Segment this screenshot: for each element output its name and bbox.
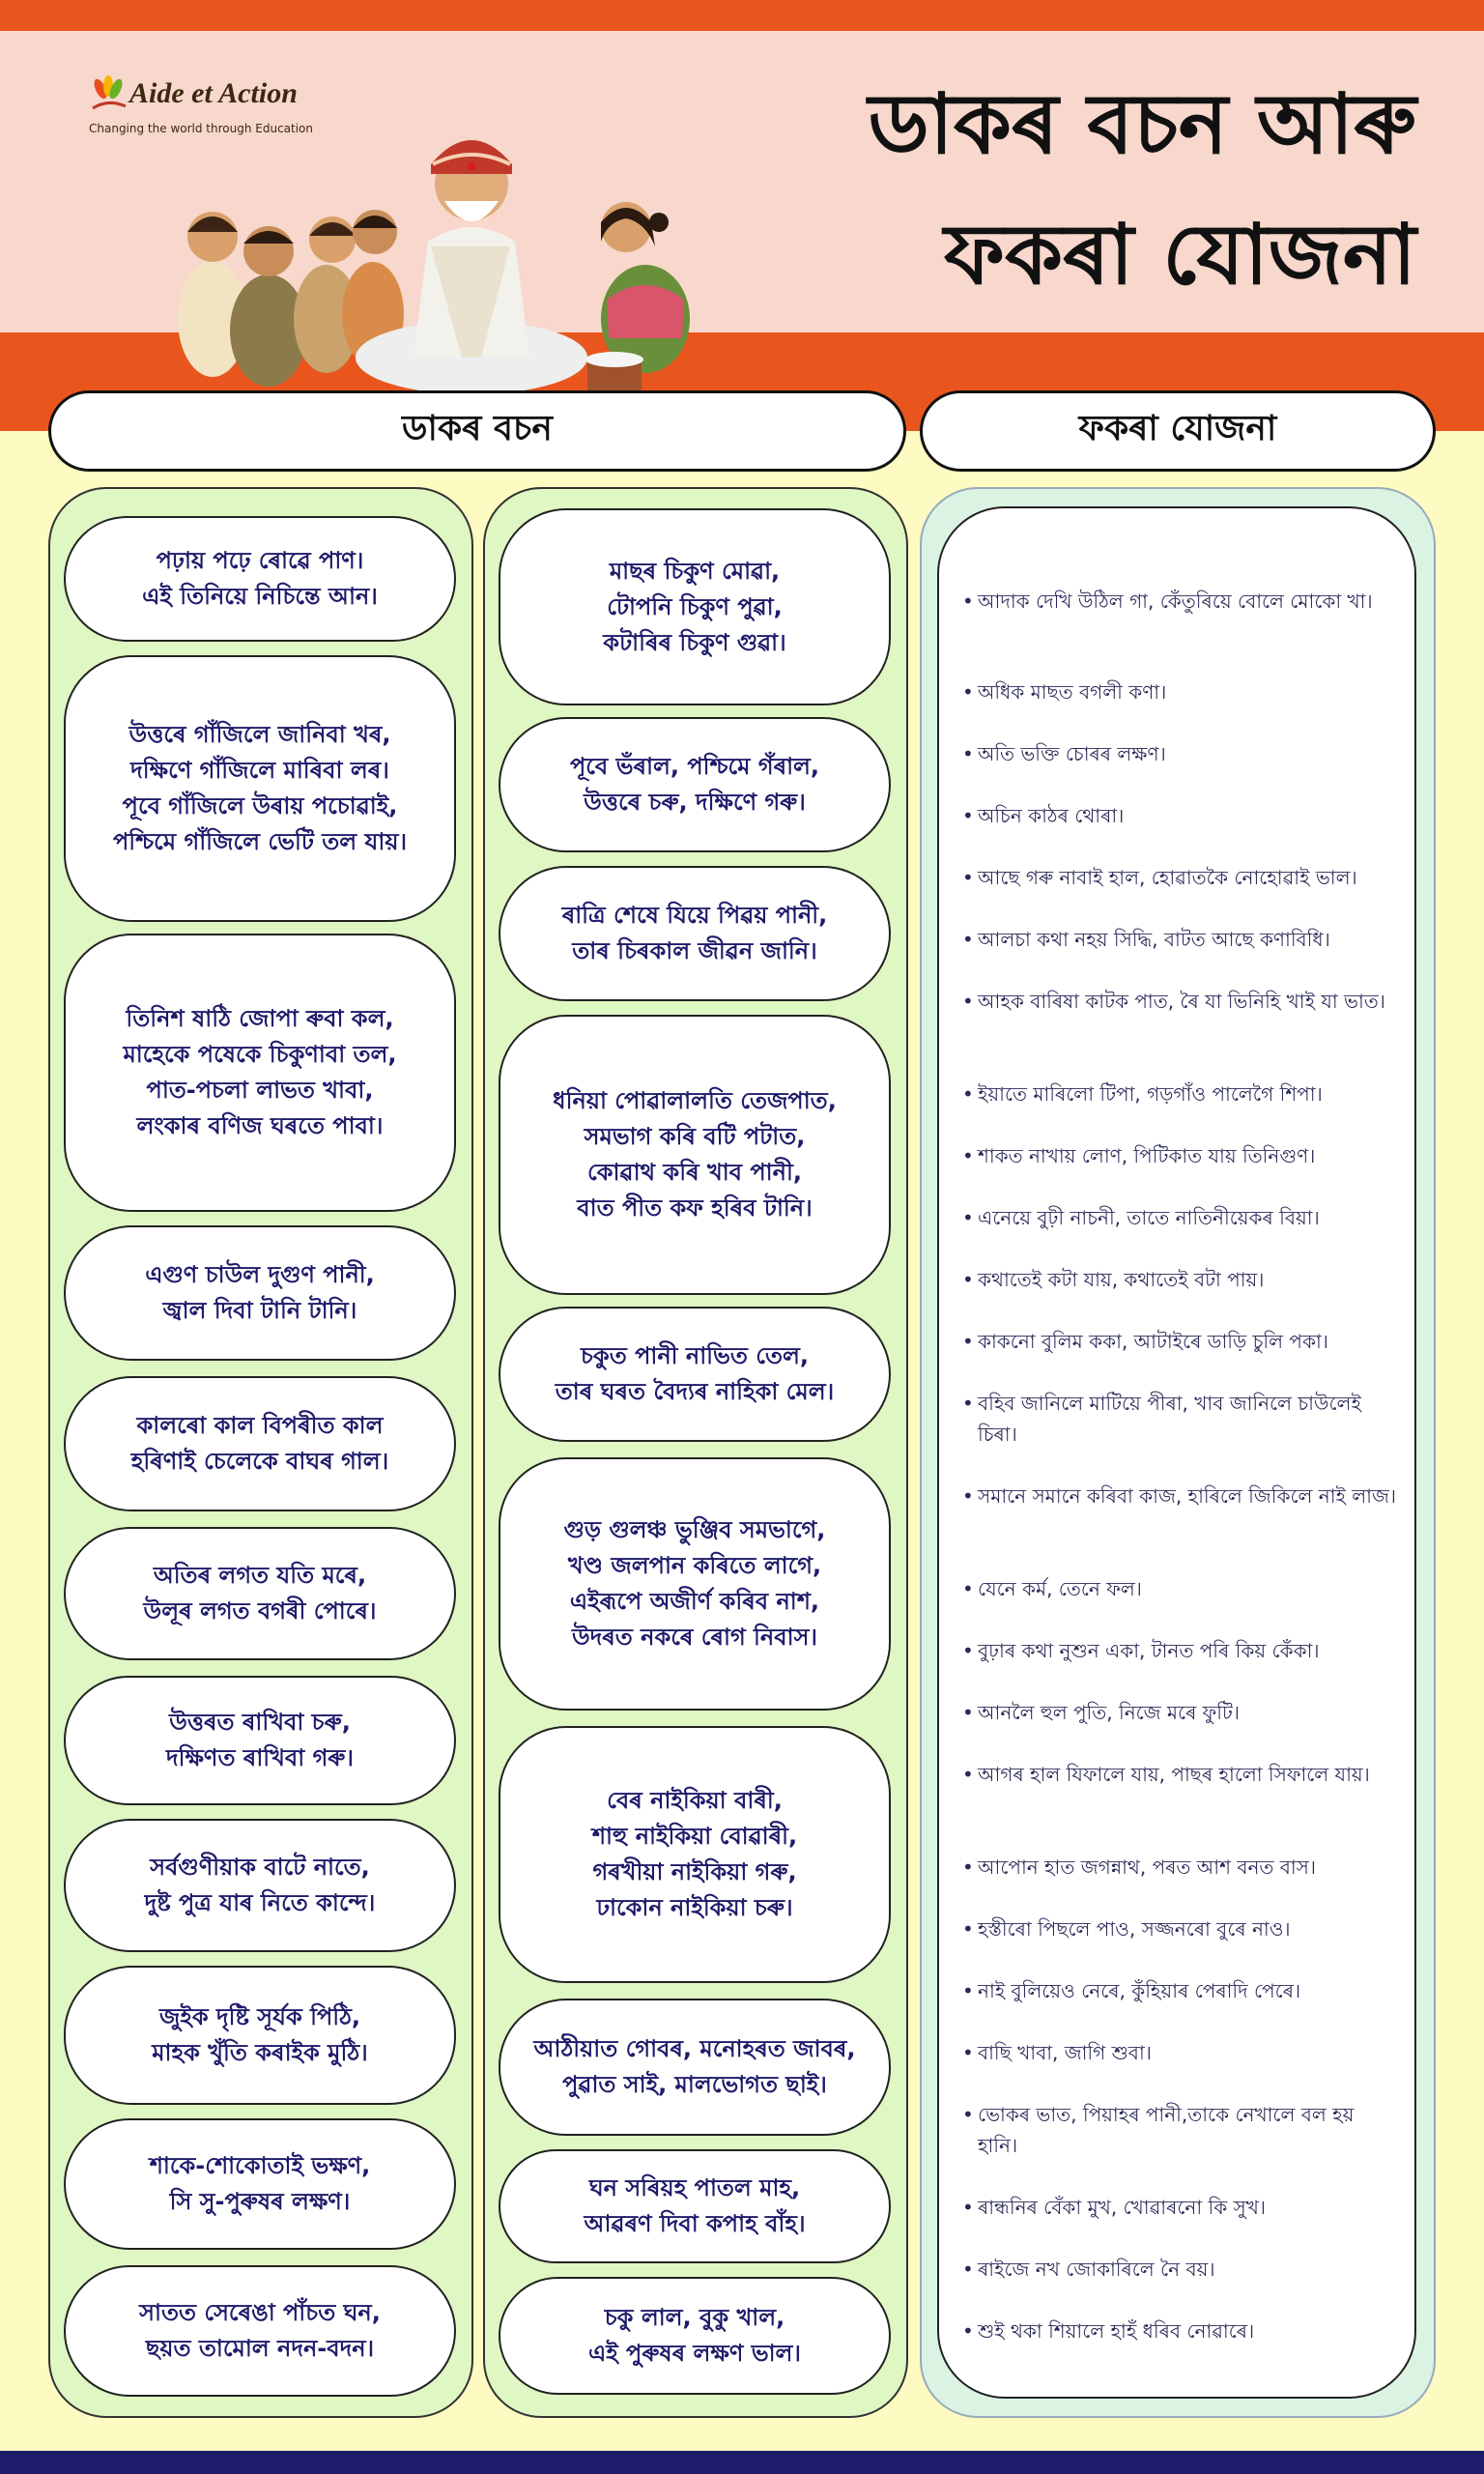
fokora-item: • ভোকৰ ভাত, পিয়াহৰ পানী,তাকে নেখালে বল হয় হানি। — [962, 2099, 1399, 2161]
fokora-item: • সমানে সমানে কৰিবা কাজ, হাৰিলে জিকিলে নাই লাজ। — [962, 1481, 1399, 1511]
dak-verse-card — [499, 1726, 891, 1983]
fokora-item: • বহিব জানিলে মাটিয়ে পীৰা, খাব জানিলে চাউলেই চিৰা। — [962, 1388, 1399, 1450]
dak-verse-card — [499, 1457, 891, 1711]
dak-verse-card — [499, 2149, 891, 2263]
fokora-item: • আলচা কথা নহয় সিদ্ধি, বাটত আছে কণাবিধি। — [962, 924, 1399, 955]
dak-verse-card — [64, 1527, 456, 1660]
fokora-item: • আগৰ হাল যিফালে যায়, পাছৰ হালো সিফালে যায়। — [962, 1759, 1399, 1790]
fokora-jojona-header: ফকৰা যোজনা — [920, 390, 1436, 472]
top-accent-bar — [0, 0, 1484, 31]
dak-verse-card — [64, 1676, 456, 1805]
dak-verse-text: তিনিশ ষাঠি জোপা ৰুবা কল, মাহেকে পষেকে চিকুণাবা তল, পাত-পচলা লাভত খাবা, লংকাৰ বণিজ ঘৰতে পাবা। — [123, 1005, 397, 1139]
fokora-item: • আছে গৰু নাবাই হাল, হোৱাতকৈ নোহোৱাই ভাল। — [962, 862, 1399, 893]
fokora-item: • শাকত নাখায় লোণ, পিটিকাত যায় তিনিগুণ। — [962, 1140, 1399, 1171]
fokora-item: • আদাক দেখি উঠিল গা, কেঁতুৰিয়ে বোলে মোকো খা। — [962, 586, 1399, 617]
dak-verse-text: গুড় গুলঞ্চ ভুঞ্জিব সমভাগে, খণ্ড জলপান কৰিতে লাগে, এইৰূপে অজীৰ্ণ কৰিব নাশ, উদৰত নকৰে ৰোগ নিবাস। — [563, 1516, 826, 1651]
dak-verse-card — [64, 1966, 456, 2105]
dak-verse-text: উত্তৰত ৰাখিবা চৰু, দক্ষিণত ৰাখিবা গৰু। — [166, 1709, 354, 1771]
fokora-item: • নাই বুলিয়েও নেৰে, কুঁহিয়াৰ পেৰাদি পেৰে। — [962, 1975, 1399, 2006]
dak-verse-text: মাছৰ চিকুণ মোৱা, টোপনি চিকুণ পুৱা, কটাৰিৰ চিকুণ গুৱা। — [603, 557, 786, 656]
dak-verse-card — [64, 1225, 456, 1361]
fokora-item: • অধিক মাছত বগলী কণা। — [962, 676, 1399, 707]
fokora-item: • শুই থকা শিয়ালে হাহঁ ধৰিব নোৱাৰে। — [962, 2316, 1399, 2346]
dak-verse-text: এগুণ চাউল দুগুণ পানী, জ্বাল দিবা টানি টানি। — [145, 1261, 375, 1324]
dak-verse-card — [64, 655, 456, 922]
dak-verse-text: পূবে ভঁৰাল, পশ্চিমে গঁৰাল, উত্তৰে চৰু, দক্ষিণে গৰু। — [569, 753, 820, 816]
fokora-item: • আহক বাৰিষা কাটক পাত, ৰৈ যা ভিনিহি খাই যা ভাত। — [962, 986, 1399, 1017]
page-title — [643, 60, 1416, 321]
dak-verse-text: উত্তৰে গাঁজিলে জানিবা খৰ, দক্ষিণে গাঁজিলে মাৰিবা লৰ। পূবে গাঁজিলে উৰায় পচোৱাই, পশ্চিমে গাঁজিলে ভেটি তল যায়। — [112, 721, 408, 855]
title-line-1: ডাকৰ বচন আৰু — [868, 76, 1416, 173]
dak-verse-text: কালৰো কাল বিপৰীত কাল হৰিণাই চেলেকে বাঘৰ গাল। — [130, 1412, 389, 1475]
dak-verse-card — [499, 866, 891, 1001]
dak-verse-card — [499, 2277, 891, 2395]
leaf-logo-icon — [89, 75, 128, 114]
dak-verse-card — [64, 2265, 456, 2397]
dak-verse-text: বেৰ নাইকিয়া বাৰী, শাহু নাইকিয়া বোৱাৰী, গৰখীয়া নাইকিয়া গৰু, ঢাকোন নাইকিয়া চৰু। — [591, 1787, 798, 1921]
dak-verse-card — [64, 934, 456, 1212]
dak-verse-text: ধনিয়া পোৱালালতি তেজপাত, সমভাগ কৰি বটি পটাত, কোৱাথ কৰি খাব পানী, বাত পীত কফ হৰিব টানি। — [553, 1087, 837, 1222]
fokora-item: • আপোন হাত জগন্নাথ, পৰত আশ বনত বাস। — [962, 1852, 1399, 1883]
dak-bachan-header: ডাকৰ বচন — [48, 390, 906, 472]
dak-verse-text: পঢ়ায় পঢ়ে ৰোৱে পাণ। এই তিনিয়ে নিচিন্তে আন। — [142, 547, 378, 610]
fokora-item: • বাছি খাবা, জাগি শুবা। — [962, 2037, 1399, 2068]
dak-verse-text: শাকে-শোকোতাই ভক্ষণ, সি সু-পুৰুষৰ লক্ষণ। — [149, 2152, 371, 2215]
dak-verse-card — [64, 516, 456, 642]
dak-verse-card — [499, 508, 891, 705]
dak-verse-text: অতিৰ লগত যতি মৰে, উলূৰ লগত বগৰী পোৰে। — [143, 1562, 377, 1625]
dak-verse-card — [499, 1307, 891, 1442]
dak-verse-text: চকু লাল, বুকু খাল, এই পুৰুষৰ লক্ষণ ভাল। — [587, 2304, 802, 2367]
fokora-item: • অচিন কাঠৰ থোৰা। — [962, 800, 1399, 831]
fokora-item: • হস্তীৰো পিছলে পাও, সজ্জনৰো বুৰে নাও। — [962, 1913, 1399, 1944]
title-line-2: ফকৰা যোজনা — [944, 207, 1416, 303]
fokora-item: • অতি ভক্তি চোৰৰ লক্ষণ। — [962, 738, 1399, 769]
fokora-item: • ৰাইজে নখ জোকাৰিলে নৈ বয়। — [962, 2254, 1399, 2285]
dak-verse-text: জুইক দৃষ্টি সূৰ্যক পিঠি, মাহক খুঁতি কৰাইক মুঠি। — [152, 2003, 368, 2066]
dak-verse-card — [499, 717, 891, 852]
dak-verse-text: ৰাত্ৰি শেষে যিয়ে পিৱয় পানী, তাৰ চিৰকাল জীৱন জানি। — [561, 902, 828, 964]
dak-verse-text: ঘন সৰিয়হ পাতল মাহ, আৱৰণ দিবা কপাহ বাঁহ। — [584, 2174, 806, 2237]
storyteller-illustration — [172, 77, 713, 396]
dak-verse-card — [499, 1015, 891, 1295]
fokora-item: • আনলৈ হুল পুতি, নিজে মৰে ফুটি। — [962, 1697, 1399, 1728]
logo-tagline: Changing the world through Education — [89, 122, 314, 135]
fokora-item: • কথাতেই কটা যায়, কথাতেই বটা পায়। — [962, 1264, 1399, 1295]
fokora-item: • ৰান্ধনিৰ বেঁকা মুখ, খোৱাৰনো কি সুখ। — [962, 2192, 1399, 2223]
bottom-accent-bar — [0, 2451, 1484, 2474]
fokora-list-card — [937, 506, 1416, 2399]
fokora-item: • বুঢ়াৰ কথা নুশুন একা, টানত পৰি কিয় কেঁকা। — [962, 1635, 1399, 1666]
dak-verse-text: আঠীয়াত গোবৰ, মনোহৰত জাবৰ, পুৱাত সাই, মালভোগত ছাই। — [533, 2035, 856, 2098]
fokora-item: • ইয়াতে মাৰিলো টিপা, গড়গাঁও পালেগৈ শিপা। — [962, 1079, 1399, 1109]
logo-name: Aide et Action — [129, 77, 298, 109]
fokora-item: • এনেয়ে বুঢ়ী নাচনী, তাতে নাতিনীয়েকৰ বিয়া। — [962, 1202, 1399, 1233]
fokora-item: • কাকনো বুলিম ককা, আটাইৰে ডাড়ি চুলি পকা। — [962, 1326, 1399, 1357]
dak-verse-card — [499, 1999, 891, 2136]
dak-verse-card — [64, 1819, 456, 1952]
dak-verse-text: চকুত পানী নাভিত তেল, তাৰ ঘৰত বৈদ্যৰ নাহিকা মেল। — [555, 1342, 835, 1405]
dak-verse-card — [64, 2118, 456, 2250]
dak-verse-card — [64, 1376, 456, 1511]
dak-verse-text: সৰ্বগুণীয়াক বাটে নাতে, দুষ্ট পুত্ৰ যাৰ নিতে কান্দে। — [144, 1854, 376, 1916]
dak-verse-text: সাতত সেৰেঙা পাঁচত ঘন, ছয়ত তামোল নদন-বদন। — [139, 2299, 381, 2362]
fokora-item: • যেনে কৰ্ম, তেনে ফল। — [962, 1573, 1399, 1604]
